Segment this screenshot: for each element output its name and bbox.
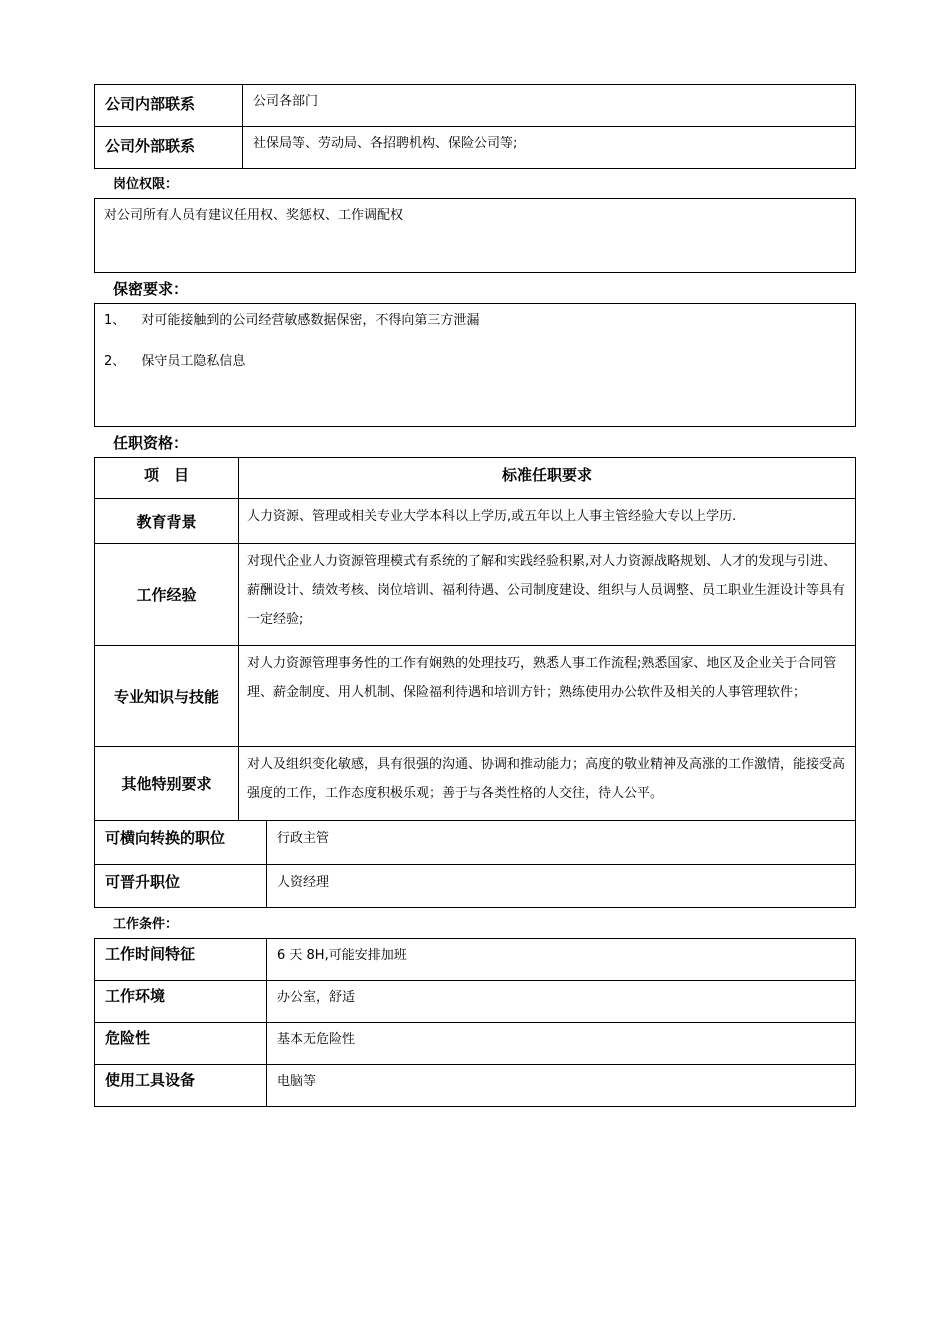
authority-heading: 岗位权限：	[113, 177, 179, 192]
qualification-label: 其他特别要求	[95, 747, 239, 821]
condition-value: 基本无危险性	[267, 1023, 856, 1065]
column-header-requirement: 标准任职要求	[239, 458, 856, 499]
internal-contact-value: 公司各部门	[243, 85, 856, 127]
qualification-text: 对现代企业人力资源管理模式有系统的了解和实践经验积累,对人力资源战略规划、人才的发现与引进、薪酬设计、绩效考核、岗位培训、福利待遇、公司制度建设、组织与人员调整、员工职业生涯设计等具有一定经验;	[239, 544, 856, 646]
authority-text: 对公司所有人员有建议任用权、奖惩权、工作调配权	[104, 208, 404, 223]
qualification-label: 工作经验	[95, 544, 239, 646]
condition-label: 工作环境	[95, 981, 267, 1023]
lateral-move-value: 行政主管	[267, 821, 856, 865]
condition-label: 工作时间特征	[95, 939, 267, 981]
confidential-item-text: 对可能接触到的公司经营敏感数据保密，不得向第三方泄漏	[141, 313, 480, 328]
condition-row	[95, 1065, 856, 1107]
qualification-label: 教育背景	[95, 499, 239, 544]
column-header-item: 项 目	[95, 458, 239, 499]
conditions-table	[94, 938, 856, 1107]
condition-value: 6 天 8H,可能安排加班	[267, 939, 856, 981]
qualifications-header-row	[95, 458, 856, 499]
qualification-text: 人力资源、管理或相关专业大学本科以上学历,或五年以上人事主管经验大专以上学历.	[239, 499, 856, 544]
confidential-item	[104, 350, 245, 369]
qualification-label: 专业知识与技能	[95, 646, 239, 747]
condition-label: 使用工具设备	[95, 1065, 267, 1107]
authority-box	[94, 198, 856, 273]
condition-row	[95, 1023, 856, 1065]
condition-label: 危险性	[95, 1023, 267, 1065]
lateral-move-label: 可横向转换的职位	[95, 821, 267, 865]
internal-contact-row	[95, 85, 856, 127]
qualifications-table	[94, 457, 856, 821]
promotion-row	[95, 865, 856, 908]
promotion-value: 人资经理	[267, 865, 856, 908]
confidential-item-text: 保守员工隐私信息	[141, 354, 246, 369]
promotion-label: 可晋升职位	[95, 865, 267, 908]
confidential-item	[104, 309, 479, 328]
condition-value: 办公室，舒适	[267, 981, 856, 1023]
confidential-item-num: 1、	[104, 313, 126, 328]
internal-contact-label: 公司内部联系	[95, 85, 243, 127]
career-table	[94, 820, 856, 908]
qualification-row	[95, 646, 856, 747]
lateral-move-row	[95, 821, 856, 865]
confidential-heading: 保密要求：	[113, 280, 189, 298]
qualification-text: 对人及组织变化敏感，具有很强的沟通、协调和推动能力；高度的敬业精神及高涨的工作激情，能接受高强度的工作，工作态度积极乐观；善于与各类性格的人交往，待人公平。	[239, 747, 856, 821]
qualification-row	[95, 747, 856, 821]
contacts-table	[94, 84, 856, 169]
qualification-text: 对人力资源管理事务性的工作有娴熟的处理技巧，熟悉人事工作流程;熟悉国家、地区及企业关于合同管理、薪金制度、用人机制、保险福利待遇和培训方针；熟练使用办公软件及相关的人事管理软件；	[239, 646, 856, 747]
qualifications-heading: 任职资格：	[113, 434, 189, 452]
external-contact-row	[95, 127, 856, 169]
conditions-heading: 工作条件：	[113, 917, 179, 932]
condition-row	[95, 981, 856, 1023]
condition-value: 电脑等	[267, 1065, 856, 1107]
qualification-row	[95, 499, 856, 544]
external-contact-value: 社保局等、劳动局、各招聘机构、保险公司等;	[243, 127, 856, 169]
qualification-row	[95, 544, 856, 646]
condition-row	[95, 939, 856, 981]
external-contact-label: 公司外部联系	[95, 127, 243, 169]
confidential-box	[94, 303, 856, 427]
confidential-item-num: 2、	[104, 354, 126, 369]
